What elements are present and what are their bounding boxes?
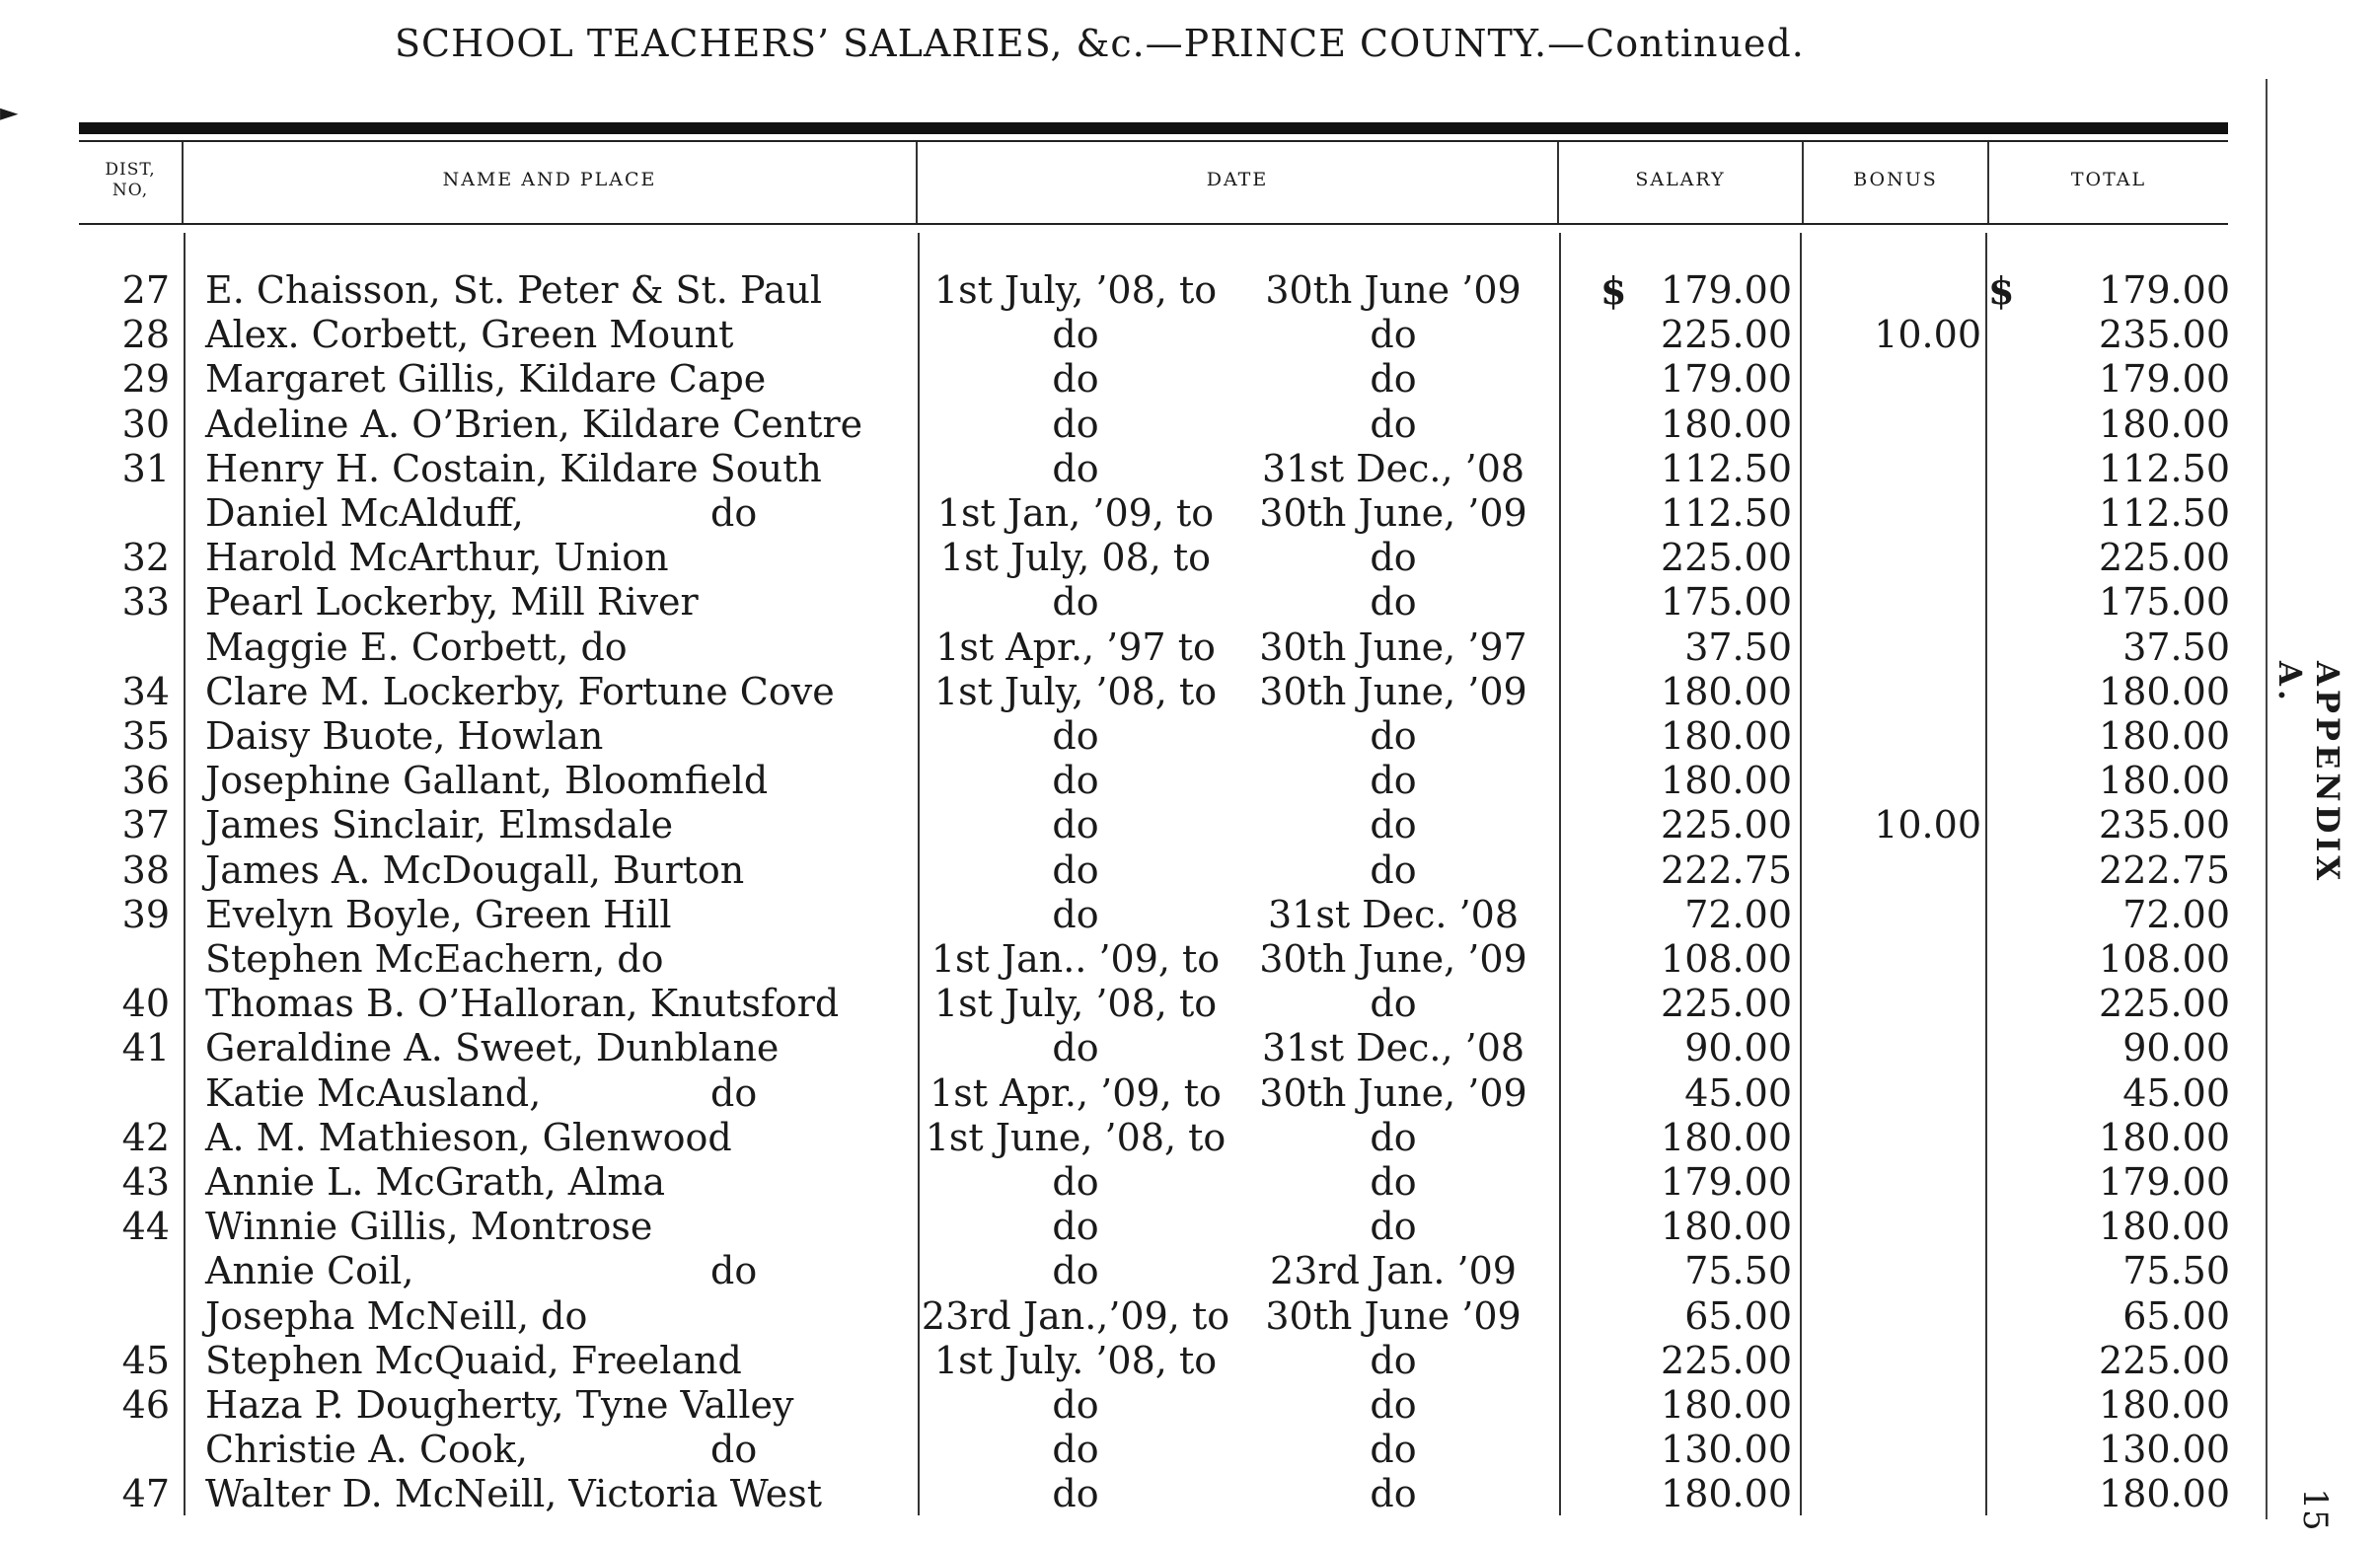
dist-number: 36: [121, 759, 170, 803]
name-and-place: Margaret Gillis, Kildare Cape: [205, 357, 767, 402]
date-from: do: [1052, 759, 1099, 803]
total-amount: 45.00: [2122, 1070, 2230, 1115]
date-from: do: [1052, 892, 1099, 936]
salary-amount: 180.00: [1661, 1205, 1792, 1249]
bonus-amount: [1806, 670, 1981, 714]
bonus-amount: [1806, 937, 1981, 982]
total-amount: 130.00: [2099, 1428, 2230, 1472]
name-and-place: Evelyn Boyle, Green Hill: [205, 892, 672, 936]
table-row: [0, 536, 2269, 580]
name-and-place: Annie Coil,: [205, 1249, 414, 1293]
date-to: 31st Dec., ’08: [1261, 446, 1525, 490]
dist-number: 47: [121, 1472, 170, 1516]
total-amount: 90.00: [2122, 1026, 2230, 1070]
date-to: do: [1370, 536, 1417, 580]
name-and-place: Daniel McAlduff,: [205, 491, 524, 535]
date-from: do: [1052, 714, 1099, 758]
table-row: [0, 1249, 2269, 1293]
place-ditto: [710, 313, 789, 357]
dist-number: [99, 625, 170, 670]
table-row: [0, 1071, 2269, 1116]
bonus-amount: [1806, 447, 1981, 491]
bonus-amount: [1806, 1026, 1981, 1070]
salary-amount: 112.50: [1661, 491, 1792, 535]
bonus-amount: [1806, 1339, 1981, 1383]
date-from: do: [1052, 1472, 1099, 1516]
date-from: do: [1052, 446, 1099, 490]
bonus-amount: [1806, 1472, 1981, 1516]
header-date: DATE: [1206, 169, 1269, 191]
bonus-amount: [1806, 403, 1981, 447]
name-and-place: Stephen McQuaid, Freeland: [205, 1338, 742, 1382]
table-row: [0, 268, 2269, 313]
total-amount: 222.75: [2099, 847, 2230, 892]
dist-number: [99, 491, 170, 536]
total-amount: 235.00: [2099, 803, 2230, 847]
date-to: 31st Dec. ’08: [1267, 892, 1520, 936]
salary-amount: 180.00: [1661, 1472, 1792, 1516]
table-row: [0, 1026, 2269, 1070]
date-from: do: [1052, 1160, 1099, 1204]
appendix-label: APPENDIX A.: [2271, 661, 2346, 885]
total-amount: 37.50: [2122, 625, 2230, 669]
bonus-amount: 10.00: [1874, 803, 1981, 847]
salary-amount: 75.50: [1684, 1249, 1792, 1293]
place-ditto: [710, 982, 789, 1026]
name-and-place: Alex. Corbett, Green Mount: [205, 313, 734, 357]
place-ditto: do: [710, 491, 758, 535]
place-ditto: [710, 1205, 789, 1249]
date-to: do: [1370, 580, 1417, 625]
date-to: 30th June ’09: [1265, 1293, 1522, 1338]
bonus-amount: [1806, 625, 1981, 670]
header-bottom-rule: [79, 223, 2228, 225]
bonus-amount: [1806, 714, 1981, 759]
date-from: 1st Jan, ’09, to: [936, 491, 1215, 535]
place-ditto: [710, 714, 789, 759]
total-amount: 65.00: [2122, 1293, 2230, 1338]
table-row: [0, 1160, 2269, 1205]
header-name: NAME AND PLACE: [442, 169, 657, 191]
dist-number: 29: [121, 357, 170, 402]
total-amount: 75.50: [2122, 1249, 2230, 1293]
date-to: 30th June, ’09: [1259, 937, 1527, 981]
header-dist: DIST, NO,: [105, 159, 156, 200]
date-to: do: [1370, 1160, 1417, 1204]
total-amount: 179.00: [2099, 357, 2230, 402]
salary-amount: 225.00: [1661, 313, 1792, 357]
table-row: [0, 357, 2269, 402]
total-amount: 225.00: [2099, 1338, 2230, 1382]
name-and-place: Winnie Gillis, Montrose: [205, 1205, 653, 1249]
dist-number: 44: [121, 1205, 170, 1249]
page-number: 15: [2295, 1488, 2335, 1531]
total-amount: 179.00: [2099, 1160, 2230, 1204]
date-from: do: [1052, 357, 1099, 402]
date-from: do: [1052, 1205, 1099, 1249]
date-from: do: [1052, 1249, 1099, 1293]
total-amount: 180.00: [2099, 1472, 2230, 1516]
date-to: do: [1370, 1338, 1417, 1382]
salary-dollar-sign: $: [1600, 268, 1627, 313]
date-from: 1st Jan.. ’09, to: [930, 937, 1221, 981]
date-from: do: [1052, 847, 1099, 892]
total-amount: 180.00: [2099, 759, 2230, 803]
salary-amount: 180.00: [1661, 1383, 1792, 1427]
salary-amount: 37.50: [1684, 625, 1792, 669]
place-ditto: do: [710, 1070, 758, 1115]
total-amount: 175.00: [2099, 580, 2230, 625]
place-ditto: [710, 893, 789, 937]
date-from: do: [1052, 313, 1099, 357]
table-row: [0, 1205, 2269, 1249]
salary-amount: 179.00: [1661, 1160, 1792, 1204]
date-to: 31st Dec., ’08: [1261, 1026, 1525, 1070]
date-to: do: [1370, 313, 1417, 357]
date-to: do: [1370, 847, 1417, 892]
dist-number: 46: [121, 1383, 170, 1427]
date-from: do: [1052, 803, 1099, 847]
bonus-amount: [1806, 491, 1981, 536]
salary-amount: 130.00: [1661, 1428, 1792, 1472]
dist-number: 45: [121, 1338, 170, 1382]
date-from: 23rd Jan.,’09, to: [921, 1293, 1230, 1338]
total-amount: 180.00: [2099, 669, 2230, 713]
salary-amount: 180.00: [1661, 402, 1792, 446]
salary-amount: 180.00: [1661, 1115, 1792, 1159]
name-and-place: Josepha McNeill, do: [205, 1293, 588, 1338]
name-and-place: Josephine Gallant, Bloomfield: [205, 759, 769, 803]
date-from: 1st July, ’08, to: [933, 669, 1218, 713]
total-amount: 235.00: [2099, 313, 2230, 357]
dist-number: [99, 1071, 170, 1116]
table-row: [0, 1472, 2269, 1516]
table-row: [0, 1428, 2269, 1472]
table-row: [0, 403, 2269, 447]
salary-amount: 179.00: [1661, 357, 1792, 402]
date-from: 1st July. ’08, to: [933, 1338, 1218, 1382]
bonus-amount: [1806, 357, 1981, 402]
dist-number: 30: [121, 402, 170, 446]
dist-number: 31: [121, 446, 170, 490]
dist-number: [99, 937, 170, 982]
name-and-place: Annie L. McGrath, Alma: [205, 1160, 666, 1204]
table-row: [0, 937, 2269, 982]
date-from: 1st July, 08, to: [939, 536, 1212, 580]
salary-amount: 112.50: [1661, 446, 1792, 490]
bonus-amount: [1806, 1071, 1981, 1116]
bonus-amount: [1806, 1160, 1981, 1205]
date-to: 23rd Jan. ’09: [1270, 1249, 1517, 1293]
total-amount: 225.00: [2099, 536, 2230, 580]
salary-amount: 225.00: [1661, 982, 1792, 1026]
name-and-place: Harold McArthur, Union: [205, 536, 669, 580]
total-amount: 72.00: [2122, 892, 2230, 936]
salary-amount: 72.00: [1684, 892, 1792, 936]
date-to: 30th June, ’97: [1259, 625, 1527, 669]
name-and-place: James Sinclair, Elmsdale: [205, 803, 674, 847]
bonus-amount: [1806, 893, 1981, 937]
date-to: do: [1370, 1383, 1417, 1427]
dist-number: 37: [121, 803, 170, 847]
place-ditto: [710, 848, 789, 893]
dist-number: 41: [121, 1026, 170, 1070]
salary-amount: 225.00: [1661, 1338, 1792, 1382]
salary-amount: 45.00: [1684, 1070, 1792, 1115]
header-salary: SALARY: [1635, 169, 1726, 191]
date-to: do: [1370, 803, 1417, 847]
salary-amount: 108.00: [1661, 937, 1792, 981]
date-from: do: [1052, 580, 1099, 625]
place-ditto: [710, 759, 789, 803]
name-and-place: Adeline A. O’Brien, Kildare Centre: [205, 402, 863, 446]
table-row: [0, 1383, 2269, 1428]
name-and-place: Stephen McEachern, do: [205, 937, 664, 981]
date-to: do: [1370, 357, 1417, 402]
dist-number: 38: [121, 847, 170, 892]
salary-amount: 225.00: [1661, 803, 1792, 847]
dist-number: 43: [121, 1160, 170, 1204]
bonus-amount: [1806, 1428, 1981, 1472]
salary-amount: 90.00: [1684, 1026, 1792, 1070]
place-ditto: [710, 357, 789, 402]
dist-number: 39: [121, 892, 170, 936]
date-to: 30th June, ’09: [1259, 491, 1527, 535]
dist-number: 34: [121, 669, 170, 713]
date-from: do: [1052, 1026, 1099, 1070]
name-and-place: Haza P. Dougherty, Tyne Valley: [205, 1383, 794, 1427]
dist-number: 33: [121, 580, 170, 625]
place-ditto: [710, 625, 789, 670]
salary-amount: 222.75: [1661, 847, 1792, 892]
place-ditto: [710, 670, 789, 714]
name-and-place: Thomas B. O’Halloran, Knutsford: [205, 982, 840, 1026]
date-to: do: [1370, 1115, 1417, 1159]
date-to: do: [1370, 1205, 1417, 1249]
total-amount: 225.00: [2099, 982, 2230, 1026]
place-ditto: [710, 1383, 789, 1428]
table-row: [0, 714, 2269, 759]
page-title: SCHOOL TEACHERS’ SALARIES, &c.—PRINCE COUNTY.—Continued.: [395, 22, 1805, 65]
name-and-place: Pearl Lockerby, Mill River: [205, 580, 699, 625]
salary-amount: 225.00: [1661, 536, 1792, 580]
date-to: do: [1370, 982, 1417, 1026]
table-row: [0, 313, 2269, 357]
date-from: 1st July, ’08, to: [933, 982, 1218, 1026]
table-row: [0, 759, 2269, 803]
salary-amount: 65.00: [1684, 1293, 1792, 1338]
place-ditto: [710, 1116, 789, 1160]
date-from: 1st Apr., ’97 to: [935, 625, 1216, 669]
bonus-amount: [1806, 848, 1981, 893]
margin-mark: ►: [0, 99, 19, 126]
header-total: TOTAL: [2070, 169, 2147, 191]
name-and-place: Maggie E. Corbett, do: [205, 625, 628, 669]
table-row: [0, 848, 2269, 893]
dist-number: 35: [121, 714, 170, 758]
salary-amount: 179.00: [1661, 268, 1792, 312]
place-ditto: [710, 803, 789, 847]
date-to: do: [1370, 714, 1417, 758]
date-to: do: [1370, 759, 1417, 803]
date-from: 1st Apr., ’09, to: [930, 1070, 1222, 1115]
header-bonus: BONUS: [1853, 169, 1938, 191]
total-amount: 180.00: [2099, 1115, 2230, 1159]
date-from: do: [1052, 1428, 1099, 1472]
table-row: [0, 625, 2269, 670]
bonus-amount: [1806, 1383, 1981, 1428]
place-ditto: [710, 403, 789, 447]
bonus-amount: [1806, 759, 1981, 803]
place-ditto: [710, 580, 789, 625]
bonus-amount: [1806, 1249, 1981, 1293]
table-row: [0, 670, 2269, 714]
salary-amount: 180.00: [1661, 714, 1792, 758]
bonus-amount: [1806, 1294, 1981, 1339]
bonus-amount: [1806, 1116, 1981, 1160]
bonus-amount: [1806, 536, 1981, 580]
name-and-place: Walter D. McNeill, Victoria West: [205, 1472, 823, 1516]
dist-number: 28: [121, 313, 170, 357]
place-ditto: do: [710, 1428, 758, 1472]
table-row: [0, 580, 2269, 625]
name-and-place: James A. McDougall, Burton: [205, 847, 745, 892]
date-to: 30th June ’09: [1265, 268, 1522, 312]
place-ditto: [710, 1294, 789, 1339]
place-ditto: [710, 1339, 789, 1383]
name-and-place: Christie A. Cook,: [205, 1428, 528, 1472]
place-ditto: [710, 268, 789, 313]
bonus-amount: [1806, 982, 1981, 1026]
place-ditto: do: [710, 1249, 758, 1293]
total-amount: 180.00: [2099, 714, 2230, 758]
date-to: 30th June, ’09: [1259, 669, 1527, 713]
total-amount: 112.50: [2099, 446, 2230, 490]
table-row: [0, 491, 2269, 536]
dist-number: 27: [121, 268, 170, 312]
bonus-amount: [1806, 268, 1981, 313]
dist-number: [99, 1294, 170, 1339]
dist-number: [99, 1249, 170, 1293]
salary-amount: 180.00: [1661, 759, 1792, 803]
name-and-place: Clare M. Lockerby, Fortune Cove: [205, 669, 835, 713]
date-to: 30th June, ’09: [1259, 1070, 1527, 1115]
place-ditto: [710, 937, 789, 982]
dist-number: 32: [121, 536, 170, 580]
bonus-amount: [1806, 580, 1981, 625]
date-from: 1st July, ’08, to: [933, 268, 1218, 312]
table-row: [0, 447, 2269, 491]
bonus-amount: [1806, 1205, 1981, 1249]
date-to: do: [1370, 1428, 1417, 1472]
name-and-place: Daisy Buote, Howlan: [205, 714, 604, 758]
table-row: [0, 803, 2269, 847]
salary-amount: 180.00: [1661, 669, 1792, 713]
total-amount: 180.00: [2099, 402, 2230, 446]
place-ditto: [710, 447, 789, 491]
date-to: do: [1370, 402, 1417, 446]
dist-number: 42: [121, 1115, 170, 1159]
total-amount: 180.00: [2099, 1205, 2230, 1249]
place-ditto: [710, 536, 789, 580]
total-amount: 108.00: [2099, 937, 2230, 981]
table-row: [0, 893, 2269, 937]
total-dollar-sign: $: [1988, 268, 2015, 313]
place-ditto: [710, 1472, 789, 1516]
date-from: do: [1052, 1383, 1099, 1427]
total-amount: 112.50: [2099, 491, 2230, 535]
name-and-place: Katie McAusland,: [205, 1070, 542, 1115]
place-ditto: [710, 1160, 789, 1205]
place-ditto: [710, 1026, 789, 1070]
dist-number: [99, 1428, 170, 1472]
date-to: do: [1370, 1472, 1417, 1516]
bonus-amount: 10.00: [1874, 313, 1981, 357]
date-from: 1st June, ’08, to: [925, 1115, 1227, 1159]
total-amount: 179.00: [2099, 268, 2230, 312]
name-and-place: Geraldine A. Sweet, Dunblane: [205, 1026, 780, 1070]
name-and-place: Henry H. Costain, Kildare South: [205, 446, 822, 490]
table-row: [0, 1116, 2269, 1160]
date-from: do: [1052, 402, 1099, 446]
name-and-place: A. M. Mathieson, Glenwood: [205, 1115, 732, 1159]
thick-rule: [79, 122, 2228, 134]
dist-number: 40: [121, 982, 170, 1026]
total-amount: 180.00: [2099, 1383, 2230, 1427]
table-row: [0, 1294, 2269, 1339]
salary-amount: 175.00: [1661, 580, 1792, 625]
name-and-place: E. Chaisson, St. Peter & St. Paul: [205, 268, 823, 312]
table-row: [0, 982, 2269, 1026]
table-row: [0, 1339, 2269, 1383]
